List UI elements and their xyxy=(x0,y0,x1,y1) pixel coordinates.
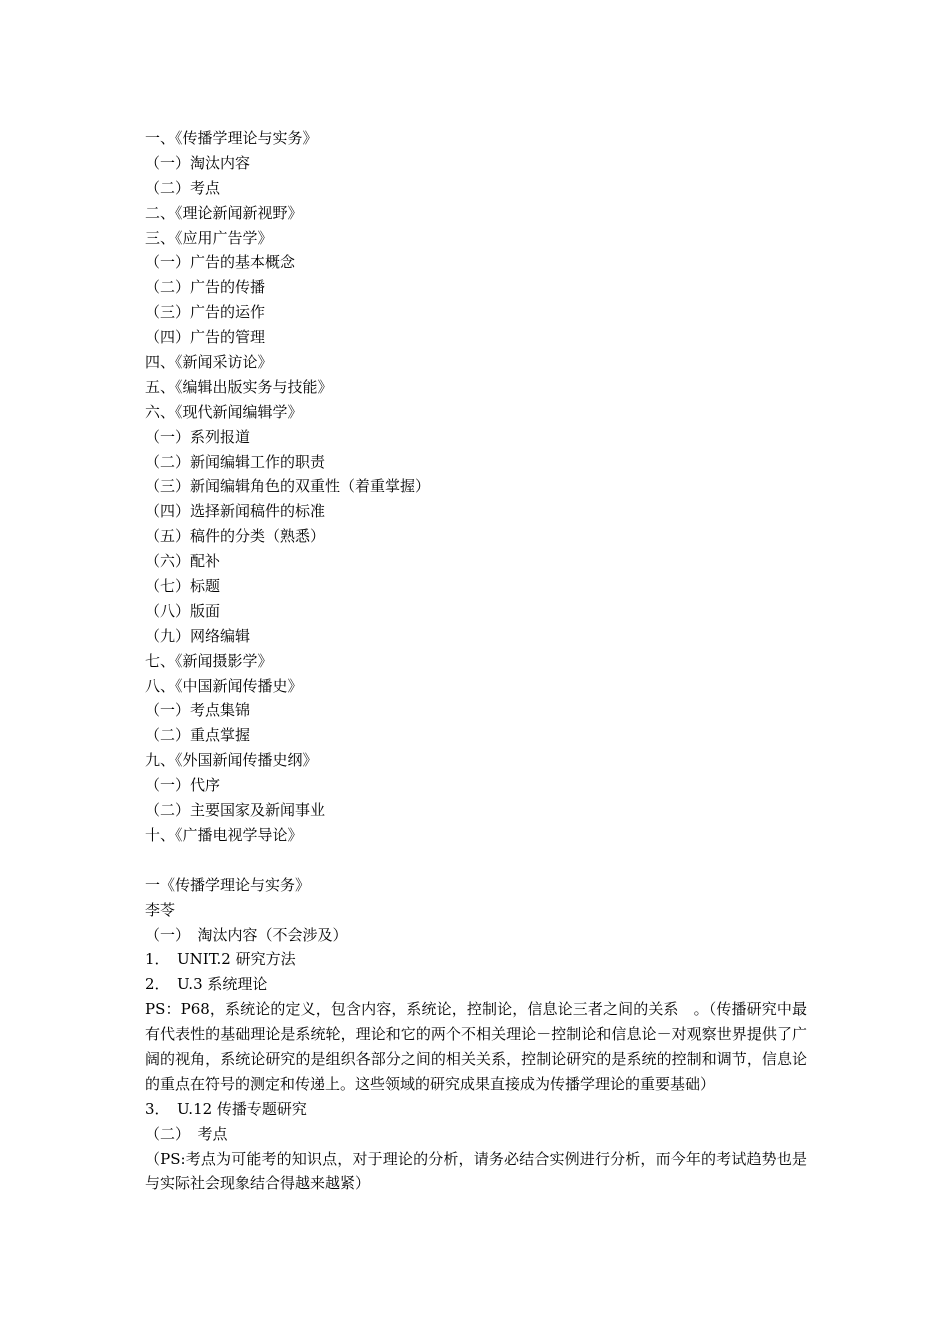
list-item: 1． UNIT.2 研究方法 xyxy=(145,950,296,969)
subsection-heading: （二） 考点 xyxy=(145,1124,228,1143)
toc-item: （八）版面 xyxy=(145,601,221,620)
toc-item: 三、《应用广告学》 xyxy=(145,228,273,247)
toc-item: （四）广告的管理 xyxy=(145,328,266,347)
toc-item: （二）新闻编辑工作的职责 xyxy=(145,452,326,471)
note-paragraph: PS：P68，系统论的定义，包含内容，系统论，控制论，信息论三者之间的关系 。（传播研究中最有代表性的基础理论是系统轮，理论和它的两个不相关理论－控制论和信息论－对观察世界提供了广阔的视角，系统论研究的是组织各部分之间的相关关系，控制论研究的是系统的控制和调节，信息论的重点在符号的测定和传递上。这些领域的研究成果直接成为传播学理论的重要基础） xyxy=(145,1000,807,1093)
toc-item: 四、《新闻采访论》 xyxy=(145,353,273,372)
table-of-contents xyxy=(145,126,807,848)
toc-item: （二）广告的传播 xyxy=(145,278,266,297)
toc-item: （一）广告的基本概念 xyxy=(145,253,296,272)
section-title: 一《传播学理论与实务》 xyxy=(145,875,311,894)
section-body xyxy=(145,873,807,1197)
author-name: 李苓 xyxy=(145,900,176,919)
toc-item: 二、《理论新闻新视野》 xyxy=(145,203,303,222)
toc-item: （四）选择新闻稿件的标准 xyxy=(145,502,326,521)
list-item: 2． U.3 系统理论 xyxy=(145,975,268,994)
document-body xyxy=(145,126,807,1196)
toc-item: （六）配补 xyxy=(145,552,221,571)
toc-item: 十、《广播电视学导论》 xyxy=(145,825,303,844)
toc-item: （一）代序 xyxy=(145,776,221,795)
toc-item: 一、《传播学理论与实务》 xyxy=(145,129,318,147)
toc-item: 八、《中国新闻传播史》 xyxy=(145,676,303,695)
toc-item: （二）重点掌握 xyxy=(145,726,251,745)
toc-item: 七、《新闻摄影学》 xyxy=(145,651,273,670)
spacer xyxy=(145,848,807,873)
toc-item: （三）新闻编辑角色的双重性（着重掌握） xyxy=(145,477,431,496)
toc-item: （二）主要国家及新闻事业 xyxy=(145,801,326,820)
toc-item: （一）系列报道 xyxy=(145,427,251,446)
toc-item: 五、《编辑出版实务与技能》 xyxy=(145,377,333,396)
toc-item: （一）考点集锦 xyxy=(145,701,251,720)
list-item: 3． U.12 传播专题研究 xyxy=(145,1099,307,1118)
toc-item: （七）标题 xyxy=(145,577,221,596)
toc-item: （一）淘汰内容 xyxy=(145,153,251,172)
toc-item: 六、《现代新闻编辑学》 xyxy=(145,402,303,421)
note-paragraph: （PS:考点为可能考的知识点，对于理论的分析，请务必结合实例进行分析，而今年的考试趋势也是与实际社会现象结合得越来越紧） xyxy=(145,1149,807,1193)
subsection-heading: （一） 淘汰内容（不会涉及） xyxy=(145,925,348,944)
toc-item: （二）考点 xyxy=(145,178,221,197)
toc-item: （五）稿件的分类（熟悉） xyxy=(145,527,326,546)
toc-item: （九）网络编辑 xyxy=(145,626,251,645)
toc-item: 九、《外国新闻传播史纲》 xyxy=(145,751,318,770)
toc-item: （三）广告的运作 xyxy=(145,303,266,322)
